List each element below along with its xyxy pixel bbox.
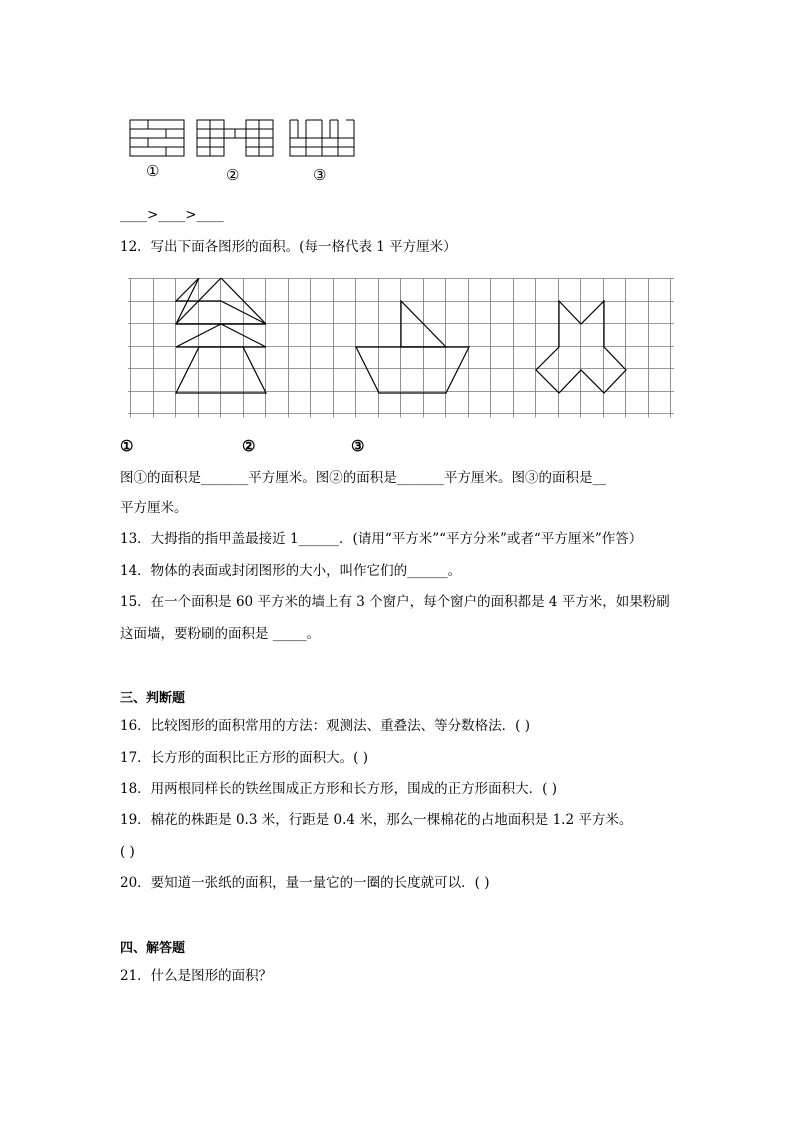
shape-label-2: ②	[226, 166, 240, 184]
section4-heading: 四、解答题	[120, 941, 186, 956]
figure-1-tree	[176, 278, 266, 393]
top-shapes-figure	[128, 115, 358, 161]
q15-line1: 15．在一个面积是 60 平方米的墙上有 3 个窗户，每个窗户的面积都是 4 平方米，如果粉刷	[120, 594, 670, 610]
shape-3	[290, 120, 354, 156]
q20-text: 20．要知道一张纸的面积，量一量它的一圈的长度就可以．( )	[120, 875, 490, 891]
q18-text: 18．用两根同样长的铁丝围成正方形和长方形，围成的正方形面积大．( )	[120, 781, 558, 797]
q17-text: 17．长方形的面积比正方形的面积大。( )	[120, 750, 369, 766]
figure-3-shape	[536, 301, 626, 393]
q16-text: 16．比较图形的面积常用的方法：观测法、重叠法、等分数格法．( )	[120, 718, 531, 734]
figure-2-boat	[356, 301, 469, 393]
q12-answer-line1: 图①的面积是_______平方厘米。图②的面积是_______平方厘米。图③的面积是__	[120, 470, 606, 486]
q19-line1: 19．棉花的株距是 0.3 米，行距是 0.4 米，那么一棵棉花的占地面积是 1.2 平方米。	[120, 812, 633, 828]
shape-label-3: ③	[313, 166, 327, 184]
q13-text: 13．大拇指的指甲盖最接近 1______．(请用“平方米”“平方分米”或者“平方厘米”作答）	[120, 531, 643, 547]
q15-line2: 这面墙，要粉刷的面积是 _____。	[120, 626, 321, 642]
grid-label-3: ③	[351, 437, 365, 455]
shape-label-1: ①	[146, 162, 160, 180]
q12-title: 12．写出下面各图形的面积。(每一格代表 1 平方厘米）	[120, 239, 457, 255]
section3-heading: 三、判断题	[120, 691, 186, 706]
q12-answer-line2: 平方厘米。	[120, 500, 188, 516]
q19-line2: ( )	[120, 844, 135, 860]
q12-grid-figure	[128, 278, 674, 418]
compare-blanks: ____>____>____	[120, 207, 224, 223]
q21-text: 21．什么是图形的面积？	[120, 968, 273, 984]
grid-label-1: ①	[120, 437, 134, 455]
shape-2	[197, 120, 273, 156]
shape-1	[130, 120, 184, 156]
grid-label-2: ②	[242, 437, 256, 455]
q14-text: 14．物体的表面或封闭图形的大小，叫作它们的______。	[120, 563, 462, 579]
